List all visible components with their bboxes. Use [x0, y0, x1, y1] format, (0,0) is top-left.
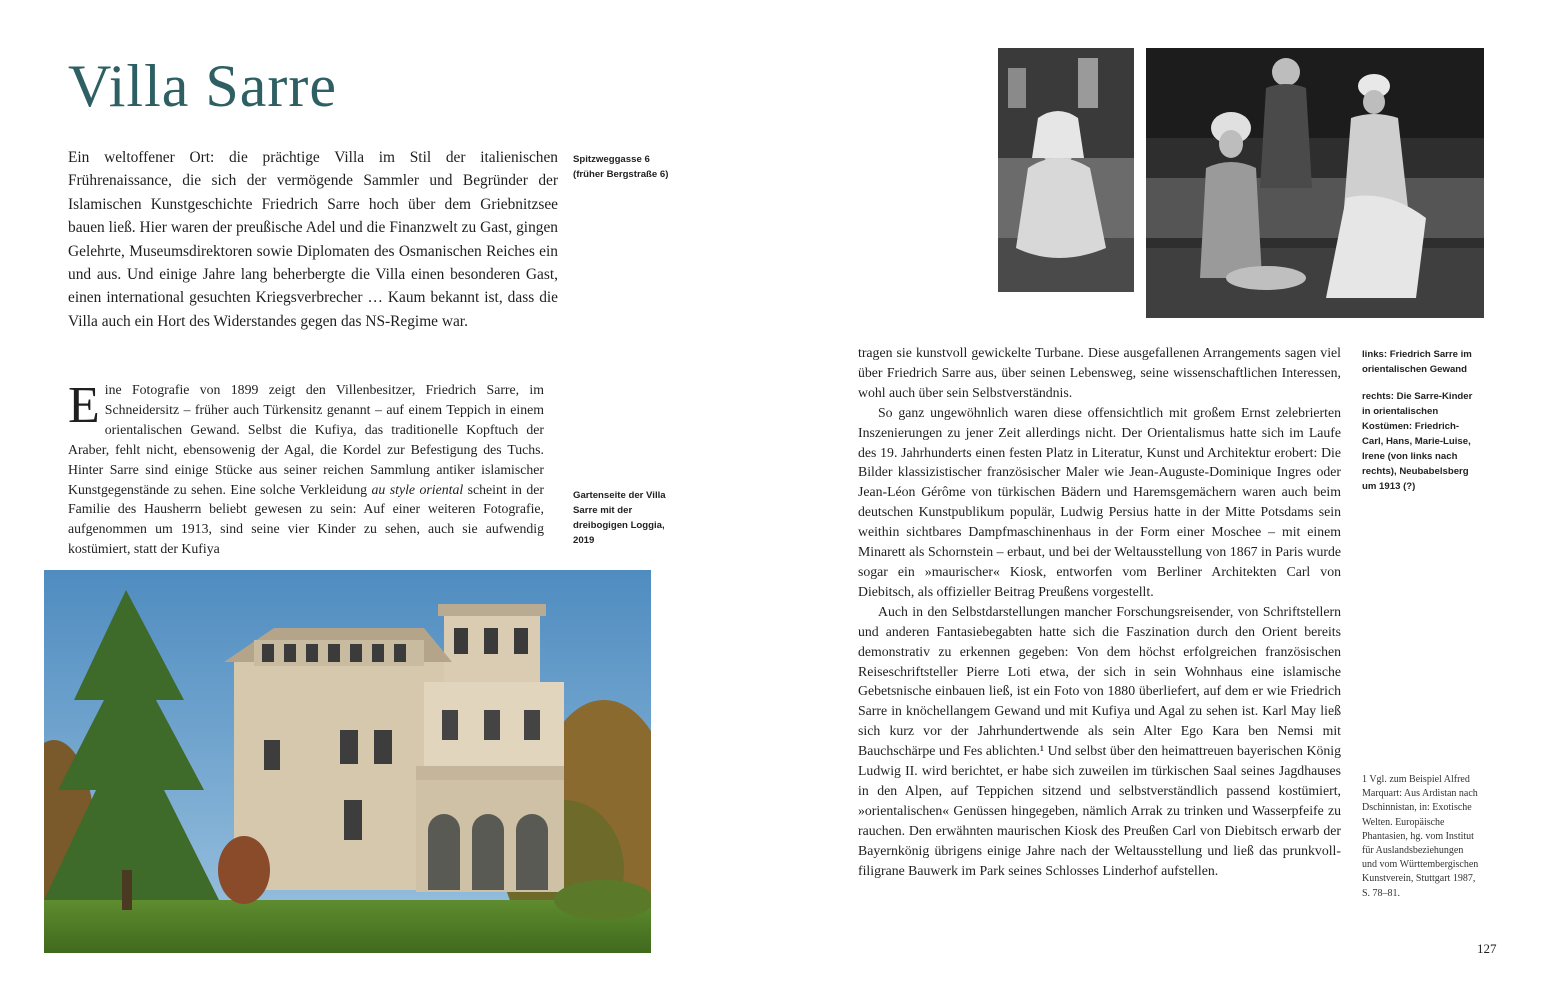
page-number: 127 [1477, 941, 1497, 956]
column1-text-a: ine Fotografie von 1899 zeigt den Villenbesitzer, Friedrich Sarre, im Schneidersitz – früher auch Türkensitz genannt – auf einem Teppich in einem orientalischen Gewand. Selbst die Kufiya, das traditionelle Kopftuch der Araber, fehlt nicht, ebensowenig der Agal, die Kordel zur Befestigung des Tuchs. Hinter Sarre sind einige Stücke aus seiner reichen Sammlung antiker islamischer Kunstgegenstände zu sehen. Eine solche Verkleidung [68, 382, 544, 497]
children-photo-illustration [1146, 48, 1484, 318]
column2-paragraph-3: Auch in den Selbstdarstellungen mancher Forschungsreisender, von Schriftstellern und anderen Fantasiebegabten hatte sich die Faszination durch den Orient bereits demonstrativ zu erkennen gegeben: Von dem höchst erfolgreichen französischen Reiseschriftsteller Pierre Loti etwa, der sich in sein Wohnhaus eine islamische Gebetsnische einbauen ließ, ist ein Foto von 1880 überliefert, auf dem er wie Friedrich Sarre in knöchellangem Gewand und mit Kufiya und Agal zu sehen ist. Karl May ließ sich kurz vor der Jahrhundertwende als sein Alter Ego Kara ben Nemsi mit Bauchschärpe und Fes ablichten.¹ Und selbst über den heimattreuen bayerischen König Ludwig II. wird berichtet, er habe sich zuweilen im türkischen Saal seines Jagdhauses in den Alpen, auf Teppichen sitzend und selbstverständlich passend kostümiert, »orientalischen« Genüssen hingegeben, nämlich Arrak zu trinken und Wasserpfeife zu rauchen. Den erwähnten maurischen Kiosk des Preußen Carl von Diebitsch erwarb der Bayernkönig übrigens einige Jahre nach der Weltausstellung und ließ das prunkvoll-filigrane Bauwerk im Park seines Schlosses Linderhof aufstellen. [858, 603, 1341, 878]
caption-left-photo: links: Friedrich Sarre im orientalischen Gewand [1362, 349, 1472, 375]
address-line-1: Spitzweggasse 6 [573, 154, 650, 165]
column1-emphasis: au style oriental [371, 481, 464, 497]
sarre-photo-illustration [998, 48, 1134, 292]
address-line-2: (früher Bergstraße 6) [573, 169, 669, 180]
photo-captions [1362, 347, 1480, 506]
address-note [573, 152, 693, 182]
page-title: Villa Sarre [68, 53, 337, 119]
villa-caption: Gartenseite der Villa Sarre mit der dreibogigen Loggia, 2019 [573, 490, 666, 546]
body-column-1 [68, 377, 544, 559]
column1-text-b: scheint in der Familie des Hausherrn beliebt gewesen zu sein: Auf einer weiteren Fotografie, aufgenommen um 1913, sind seine vier Kinder zu sehen, auch sie aufwendig kostümiert, statt der Kufiya [68, 481, 544, 557]
column2-paragraph-2: So ganz ungewöhnlich waren diese offensichtlich mit großem Ernst zelebrierten Inszenierungen zu jener Zeit allerdings nicht. Der Orientalismus hatte sich im Laufe des 19. Jahrhunderts einen festen Platz in Literatur, Kunst und Architektur erobert: Die Bilder klassizistischer französischer Maler wie Jean-Auguste-Dominique Ingres oder Jean-Léon Gérôme von türkischen Bädern und Haremsgemächern waren auch beim deutschen Kunstpublikum populär, Ludwig Persius hatte in der Mitte Potsdams sein weithin sichtbares Dampfmaschinenhaus in der Form einer Moschee – mit einem Minarett als Schornstein – erbaut, und bei der Weltausstellung von 1867 in Paris wurde sogar ein »maurischer« Kiosk, entworfen vom Berliner Architekten Carl von Diebitsch, als offizieller Beitrag Preußens vorgestellt. [858, 404, 1341, 599]
column2-paragraph-1: tragen sie kunstvoll gewickelte Turbane. Diese ausgefallenen Arrangements sagen viel über Friedrich Sarre aus, über seinen Lebensweg, seine wissenschaftlichen Interessen, wohl auch über sein Selbstverständnis. [858, 345, 1341, 400]
photo-sarre-children [1146, 48, 1484, 318]
drop-cap: E [68, 377, 100, 434]
caption-right-photo: rechts: Die Sarre-Kinder in orientalischen Kostümen: Friedrich-Carl, Hans, Marie-Luise, Irene (von links nach rechts), Neubabelsberg um 1913 (?) [1362, 391, 1473, 492]
photo-sarre-orient [998, 48, 1134, 292]
body-column-2 [858, 343, 1341, 880]
footnote: 1 Vgl. zum Beispiel Alfred Marquart: Aus Ardistan nach Dschinnistan, in: Exotische Welten. Europäische Phantasien, hg. vom Institut für Auslandsbeziehungen und vom Württembergischen Kunstverein, Stuttgart 1987, S. 78–81. [1362, 774, 1479, 899]
villa-photo-illustration [44, 570, 651, 953]
villa-photo [44, 570, 651, 953]
lead-paragraph: Ein weltoffener Ort: die prächtige Villa im Stil der italienischen Frührenaissance, die sich der vermögende Sammler und Begründer der Islamischen Kunstgeschichte Friedrich Sarre hoch über dem Griebnitzsee bauen ließ. Hier waren der preußische Adel und die Finanzwelt zu Gast, gingen Gelehrte, Museumsdirektoren sowie Diplomaten des Osmanischen Reiches ein und aus. Und einige Jahre lang beherbergte die Villa einen besonderen Gast, einen international gesuchten Kriegsverbrecher … Kaum bekannt ist, dass die Villa auch ein Hort des Widerstandes gegen das NS-Regime war. [68, 149, 558, 330]
